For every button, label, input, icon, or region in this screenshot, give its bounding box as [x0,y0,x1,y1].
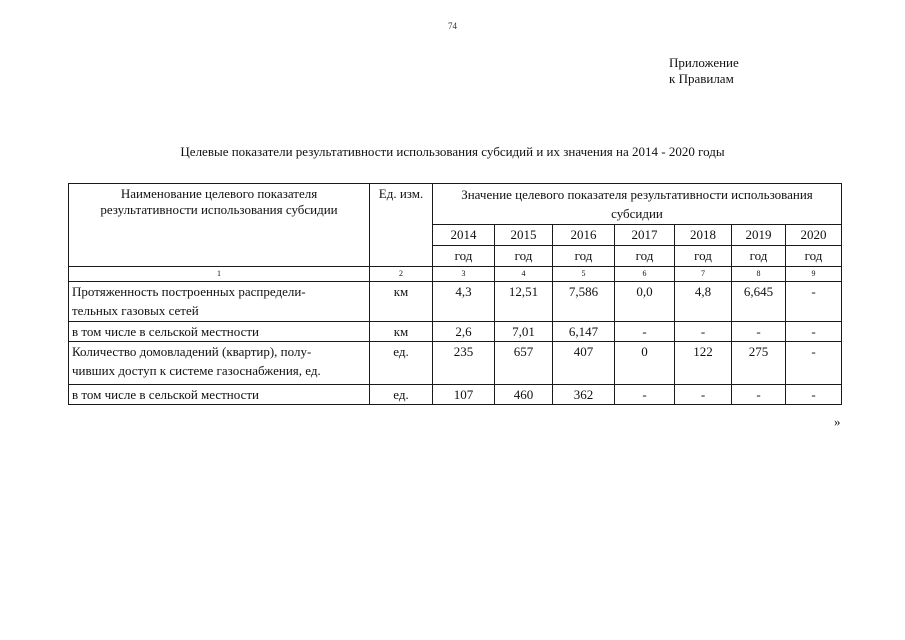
header-year-suffix: год [495,246,553,267]
value-cell-2020: - [786,342,842,385]
value-cell-2017: 0 [615,342,675,385]
column-number: 7 [675,267,732,282]
page-number: 74 [448,21,457,31]
value-cell-2016: 6,147 [553,322,615,342]
header-row-top [69,184,842,225]
indicators-table [68,183,842,405]
value-cell-2014: 2,6 [433,322,495,342]
header-year-2014: 2014 [433,225,495,246]
header-year-2015: 2015 [495,225,553,246]
column-number: 2 [370,267,433,282]
appendix-line-1: Приложение [669,55,739,70]
value-cell-2019: 6,645 [732,282,786,322]
table-row [69,322,842,342]
value-cell-2015: 460 [495,385,553,405]
header-year-suffix: год [732,246,786,267]
column-number: 4 [495,267,553,282]
header-name-cell: Наименование целевого показателя результативности использования субсидии [69,184,370,267]
unit-cell: км [370,322,433,342]
value-cell-2016: 362 [553,385,615,405]
value-cell-2015: 657 [495,342,553,385]
unit-cell: ед. [370,385,433,405]
column-number: 9 [786,267,842,282]
table-row [69,385,842,405]
header-year-2019: 2019 [732,225,786,246]
column-number: 1 [69,267,370,282]
unit-cell: км [370,282,433,322]
header-year-2020: 2020 [786,225,842,246]
indicator-name-cell [69,282,370,322]
document-title: Целевые показатели результативности использования субсидий и их значения на 2014 - 2020 годы [180,144,725,159]
table-row [69,282,842,322]
indicator-name-cell [69,322,370,342]
header-year-2017: 2017 [615,225,675,246]
column-number: 5 [553,267,615,282]
column-number: 8 [732,267,786,282]
indicator-name-cell [69,342,370,385]
value-cell-2014: 107 [433,385,495,405]
column-number: 6 [615,267,675,282]
value-cell-2018: 4,8 [675,282,732,322]
value-cell-2020: - [786,322,842,342]
indicator-name-line: тельных газовых сетей [72,303,199,318]
header-year-2016: 2016 [553,225,615,246]
indicator-name-line: Протяженность построенных распредели- [72,284,306,299]
indicator-name-line: в том числе в сельской местности [72,324,259,339]
header-value-group-cell: Значение целевого показателя результативности использования субсидии [433,184,842,225]
header-year-2018: 2018 [675,225,732,246]
column-number: 3 [433,267,495,282]
value-cell-2017: 0,0 [615,282,675,322]
header-year-suffix: год [786,246,842,267]
table-row [69,342,842,385]
value-cell-2014: 235 [433,342,495,385]
appendix-note [669,55,739,87]
indicator-name-cell [69,385,370,405]
value-cell-2018: - [675,385,732,405]
column-number-row [69,267,842,282]
indicator-name-line: чивших доступ к системе газоснабжения, ед. [72,363,321,378]
header-unit-cell: Ед. изм. [370,184,433,267]
header-year-suffix: год [675,246,732,267]
header-year-suffix: год [433,246,495,267]
value-cell-2019: - [732,322,786,342]
unit-cell: ед. [370,342,433,385]
value-cell-2018: 122 [675,342,732,385]
value-cell-2020: - [786,282,842,322]
value-cell-2017: - [615,322,675,342]
indicator-name-line: Количество домовладений (квартир), полу- [72,344,312,359]
appendix-line-2: к Правилам [669,71,734,86]
value-cell-2016: 407 [553,342,615,385]
value-cell-2015: 7,01 [495,322,553,342]
value-cell-2014: 4,3 [433,282,495,322]
value-cell-2015: 12,51 [495,282,553,322]
closing-quote: » [834,414,841,429]
value-cell-2018: - [675,322,732,342]
value-cell-2016: 7,586 [553,282,615,322]
value-cell-2019: 275 [732,342,786,385]
header-year-suffix: год [553,246,615,267]
value-cell-2019: - [732,385,786,405]
indicator-name-line: в том числе в сельской местности [72,387,259,402]
value-cell-2017: - [615,385,675,405]
header-year-suffix: год [615,246,675,267]
value-cell-2020: - [786,385,842,405]
